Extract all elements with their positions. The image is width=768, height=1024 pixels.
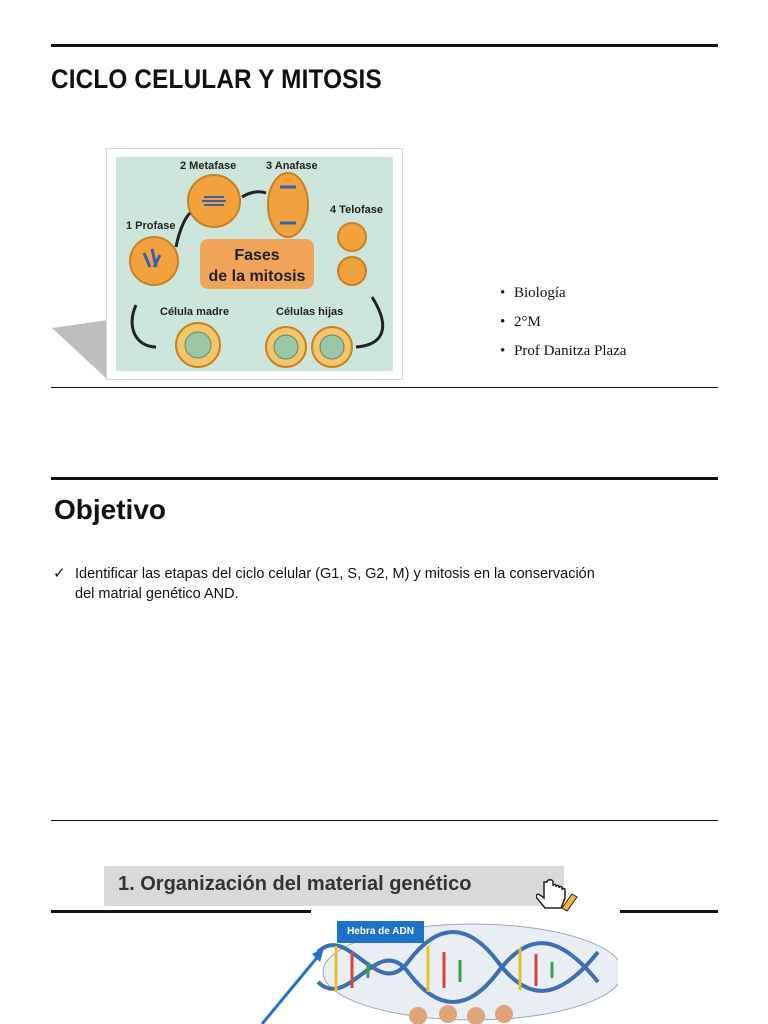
objective-line2: del matrial genético AND. [75, 586, 239, 602]
slide1-title: CICLO CELULAR Y MITOSIS [51, 64, 382, 94]
dna-strand-label: Hebra de ADN [337, 921, 424, 943]
bullet-item: • Prof Danitza Plaza [500, 343, 627, 359]
label-metafase: 2 Metafase [180, 160, 237, 172]
dna-pointer-arrow [230, 940, 330, 1024]
objective-text [75, 564, 675, 604]
slide2-top-rule [51, 477, 718, 480]
bullet-teacher: Prof Danitza Plaza [514, 343, 627, 359]
label-anafase: 3 Anafase [266, 160, 318, 172]
slide2-title: Objetivo [54, 494, 167, 525]
label-telofase: 4 Telofase [330, 204, 383, 216]
label-hijas: Células hijas [276, 306, 344, 318]
hija-nucleus-2 [320, 335, 344, 359]
image-shadow [52, 320, 112, 382]
slide3-rule-right [620, 910, 718, 913]
mitosis-phases-diagram [116, 157, 393, 371]
label-profase: 1 Profase [126, 220, 176, 232]
objective-line1: Identificar las etapas del ciclo celular (G1, S, G2, M) y mitosis en la conservación [75, 566, 595, 582]
bullet-item: • 2°M [500, 314, 541, 330]
telofase-cell-top [338, 223, 366, 251]
slide1-bullet-list [500, 283, 626, 370]
mitosis-image-frame [107, 149, 402, 379]
madre-nucleus [185, 332, 211, 358]
center-line2: de la mitosis [208, 268, 306, 285]
bullet-grade: 2°M [514, 314, 541, 330]
label-madre: Célula madre [160, 306, 230, 318]
slide3-rule-left [51, 910, 311, 913]
slide1-bottom-rule [51, 387, 718, 388]
bullet-subject: Biología [514, 285, 566, 301]
slide1-top-rule [51, 44, 718, 47]
telofase-cell-bottom [338, 257, 366, 285]
checkmark-icon: ✓ [53, 565, 66, 582]
pointing-hand-icon [536, 878, 578, 914]
hija-nucleus-1 [274, 335, 298, 359]
bullet-item: • Biología [500, 285, 566, 301]
slide3-top-rule [51, 820, 718, 821]
section-heading: 1. Organización del material genético [118, 873, 472, 895]
anafase-cell [268, 173, 308, 237]
center-line1: Fases [234, 247, 280, 264]
